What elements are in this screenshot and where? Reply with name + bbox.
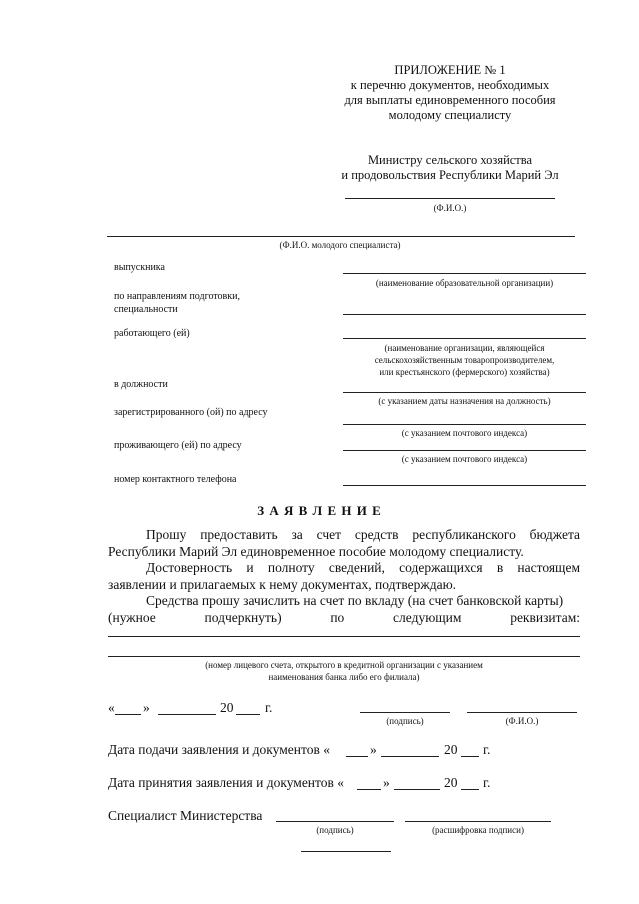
account-hint-2: наименования банка либо его филиала) <box>268 672 420 682</box>
living-hint: (с указанием почтового индекса) <box>401 454 528 464</box>
statement-p3-a: Средства прошу зачислить на счет по вкладу (на счет банковской карты) <box>146 593 564 608</box>
working-hint <box>343 342 586 378</box>
sign-date-close: » <box>143 700 150 715</box>
working-hint-2: сельскохозяйственным товаропроизводителем, <box>374 355 555 365</box>
graduate-line[interactable] <box>343 273 586 274</box>
account-line-2[interactable] <box>108 656 580 657</box>
position-hint: (с указанием даты назначения на должность) <box>378 396 551 406</box>
living-label: проживающего (ей) по адресу <box>114 440 242 451</box>
specialist-signature-line[interactable] <box>276 821 394 822</box>
phone-line[interactable] <box>343 485 586 486</box>
graduate-hint: (наименование образовательной организации) <box>375 278 554 288</box>
position-line[interactable] <box>343 392 586 393</box>
direction-label-2: специальности <box>114 304 178 315</box>
sign-year-line[interactable] <box>236 714 260 715</box>
account-line-1[interactable] <box>108 636 580 637</box>
bottom-line[interactable] <box>301 851 391 852</box>
working-label: работающего (ей) <box>114 328 190 339</box>
statement-p2-b: заявлении и прилагаемых к нему документах, подтверждаю. <box>108 576 457 592</box>
registered-label: зарегистрированного (ой) по адресу <box>114 407 268 418</box>
registered-line[interactable] <box>343 424 586 425</box>
account-hint-1: (номер лицевого счета, открытого в кредитной организации с указанием <box>205 660 483 670</box>
statement-title: З А Я В Л Е Н И Е <box>257 503 382 518</box>
graduate-label: выпускника <box>114 262 165 273</box>
sign-month-line[interactable] <box>158 714 216 715</box>
submit-day-line[interactable] <box>346 756 368 757</box>
submit-date-label: Дата подачи заявления и документов « <box>108 742 330 757</box>
statement-p1-a: Прошу предоставить за счет средств республиканского бюджета <box>146 527 580 542</box>
sign-fio-line[interactable] <box>467 712 577 713</box>
accept-date-label: Дата принятия заявления и документов « <box>108 775 345 790</box>
addressee-fio-hint: (Ф.И.О.) <box>433 203 467 213</box>
appendix-block <box>300 63 600 123</box>
specialist-signature-hint: (подпись) <box>316 825 354 835</box>
addressee-line-1: Министру сельского хозяйства <box>367 153 533 167</box>
living-line[interactable] <box>343 450 586 451</box>
phone-label: номер контактного телефона <box>114 474 237 485</box>
specialist-decode-hint: (расшифровка подписи) <box>432 825 524 835</box>
addressee-block <box>300 153 600 183</box>
addressee-line-2: и продовольствия Республики Марий Эл <box>341 168 559 182</box>
statement-p3-b: (нужное подчеркнуть) по следующим реквизитам: <box>108 609 580 625</box>
statement-body <box>108 527 580 626</box>
working-line[interactable] <box>343 338 586 339</box>
statement-p1-b: Республики Марий Эл единовременное пособие молодому специалисту. <box>108 543 524 559</box>
appendix-line-1: к перечню документов, необходимых <box>350 78 550 92</box>
statement-p2-a: Достоверность и полноту сведений, содержащихся в настоящем <box>146 560 580 575</box>
applicant-fio-hint: (Ф.И.О. молодого специалиста) <box>279 240 401 250</box>
sign-year-suffix: г. <box>265 700 273 715</box>
applicant-fio-line[interactable] <box>107 236 575 237</box>
accept-day-line[interactable] <box>357 789 381 790</box>
sign-day-line[interactable] <box>115 714 141 715</box>
accept-year-line[interactable] <box>461 789 479 790</box>
direction-label-1: по направлениям подготовки, <box>114 291 240 302</box>
accept-date-close: » <box>383 775 390 790</box>
submit-month-line[interactable] <box>381 756 439 757</box>
sign-signature-hint: (подпись) <box>386 716 424 726</box>
submit-year-line[interactable] <box>461 756 479 757</box>
appendix-title: ПРИЛОЖЕНИЕ № 1 <box>394 63 506 77</box>
working-hint-3: или крестьянского (фермерского) хозяйства) <box>379 367 550 377</box>
working-hint-1: (наименование организации, являющейся <box>384 343 545 353</box>
submit-year-suffix: г. <box>483 742 491 757</box>
account-hint <box>108 659 580 683</box>
appendix-line-2: для выплаты единовременного пособия <box>344 93 556 107</box>
direction-line[interactable] <box>343 314 586 315</box>
position-label: в должности <box>114 379 168 390</box>
sign-date-open: « <box>108 700 115 715</box>
registered-hint: (с указанием почтового индекса) <box>401 428 528 438</box>
addressee-fio-line[interactable] <box>345 198 555 199</box>
accept-year-prefix: 20 <box>444 775 458 790</box>
sign-signature-line[interactable] <box>360 712 450 713</box>
sign-year-prefix: 20 <box>220 700 234 715</box>
specialist-decode-line[interactable] <box>405 821 551 822</box>
sign-fio-hint: (Ф.И.О.) <box>505 716 539 726</box>
appendix-line-3: молодому специалисту <box>388 108 512 122</box>
specialist-label: Специалист Министерства <box>108 808 263 823</box>
accept-year-suffix: г. <box>483 775 491 790</box>
submit-date-close: » <box>370 742 377 757</box>
submit-year-prefix: 20 <box>444 742 458 757</box>
accept-month-line[interactable] <box>394 789 440 790</box>
